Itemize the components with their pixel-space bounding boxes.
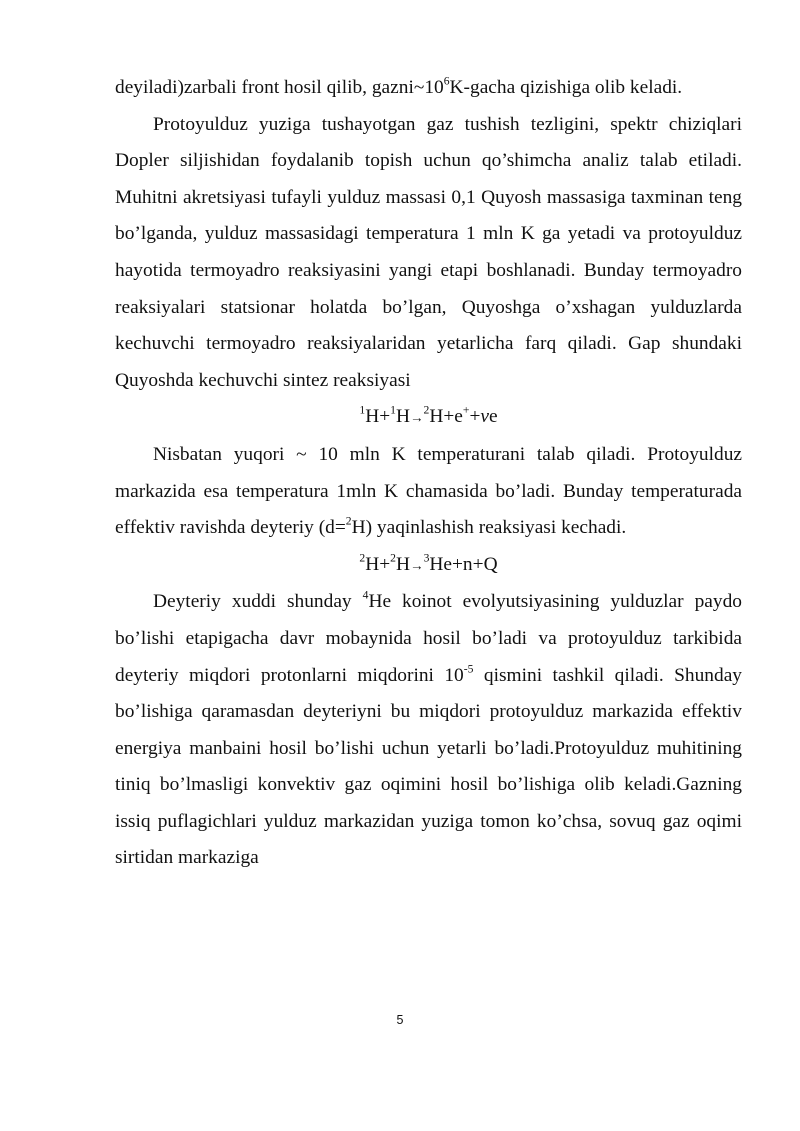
body-text (115, 70, 742, 877)
p1-superscript: 6 (443, 74, 450, 88)
f1-sup-4: + (462, 403, 470, 417)
f1-sup-1: 1 (359, 403, 366, 417)
f2-term-3: He+n+Q (429, 553, 498, 575)
p3-text: Nisbatan yuqori ~ 10 mln K temperaturani talab qiladi. Protoyulduz markazida esa temperatura 1mln K chamasida bo’ladi. Bunday temperaturada effektiv ravishda deyteriy (d= (115, 443, 742, 539)
f2-sup-3: 3 (423, 551, 430, 564)
p3-text-end: H) yaqinlashish reaksiyasi kechadi. (351, 517, 627, 539)
paragraph-1 (115, 70, 742, 107)
f2-sup-1: 2 (359, 551, 366, 564)
p1-text-a: deyiladi)zarbali front hosil qilib, gazni~10 (115, 77, 444, 98)
f1-term-1: H+ (365, 406, 391, 428)
f2-sup-2: 2 (390, 551, 396, 564)
paragraph-4 (115, 584, 742, 877)
f1-sup-2: 1 (390, 403, 396, 417)
formula-1 (115, 399, 742, 437)
f1-arrow: → (409, 410, 424, 426)
p1-text-b: K-gacha qizishiga olib keladi. (449, 77, 683, 98)
f1-term-3: H+e (429, 406, 463, 428)
p4-superscript-2: -5 (463, 661, 474, 675)
p4-text-b: He koinot evolyutsiyasining yulduzlar paydo bo’lishi etapigacha davr mobaynida hosil bo’ladi va protoyulduz tarkibida deyteriy miqdori protonlarni miqdorini 10 (115, 591, 742, 686)
paragraph-3 (115, 437, 742, 547)
p4-text-a: Deyteriy xuddi shunday (153, 591, 363, 613)
f2-term-1: H+ (365, 553, 391, 575)
p3-superscript: 2 (345, 514, 352, 528)
f1-term-2: H (395, 406, 410, 428)
f1-term-5: e (489, 406, 498, 428)
p4-superscript-1: 4 (362, 588, 369, 602)
f2-term-2: H (395, 553, 410, 575)
f1-neutrino-symbol: ν (480, 406, 490, 428)
page-number: 5 (396, 1013, 404, 1027)
f2-arrow: → (410, 557, 424, 573)
f1-term-4: + (469, 406, 481, 428)
formula-2 (115, 547, 742, 585)
paragraph-2: Protoyulduz yuziga tushayotgan gaz tushish tezligini, spektr chiziqlari Dopler siljishidan foydalanib topish uchun qo’shimcha analiz talab etiladi. Muhitni akretsiyasi tufayli yulduz massasi 0,1 Quyosh massasiga taxminan teng bo’lganda, yulduz massasidagi temperatura 1 mln K ga yetadi va protoyulduz hayotida termoyadro reaksiyasini yangi etapi boshlanadi. Bunday termoyadro reaksiyalari statsionar holatda bo’lgan, Quyoshga o’xshagan yulduzlarda kechuvchi termoyadro reaksiyalaridan yetarlicha farq qiladi. Gap shundaki Quyoshda kechuvchi sintez reaksiyasi (115, 113, 742, 391)
f1-sup-3: 2 (423, 403, 430, 417)
p4-text-c: qismini tashkil qiladi. Shunday bo’lishiga qaramasdan deyteriyni bu miqdori protoyulduz markazida effektiv energiya manbaini hosil bo’lishi uchun yetarli bo’ladi.Protoyulduz muhitining tiniq bo’lmasligi konvektiv gaz oqimini hosil bo’lishiga olib keladi.Gazning issiq puflagichlari yulduz markazidan yuziga tomon ko’chsa, sovuq gaz oqimi sirtidan markaziga (115, 664, 743, 869)
